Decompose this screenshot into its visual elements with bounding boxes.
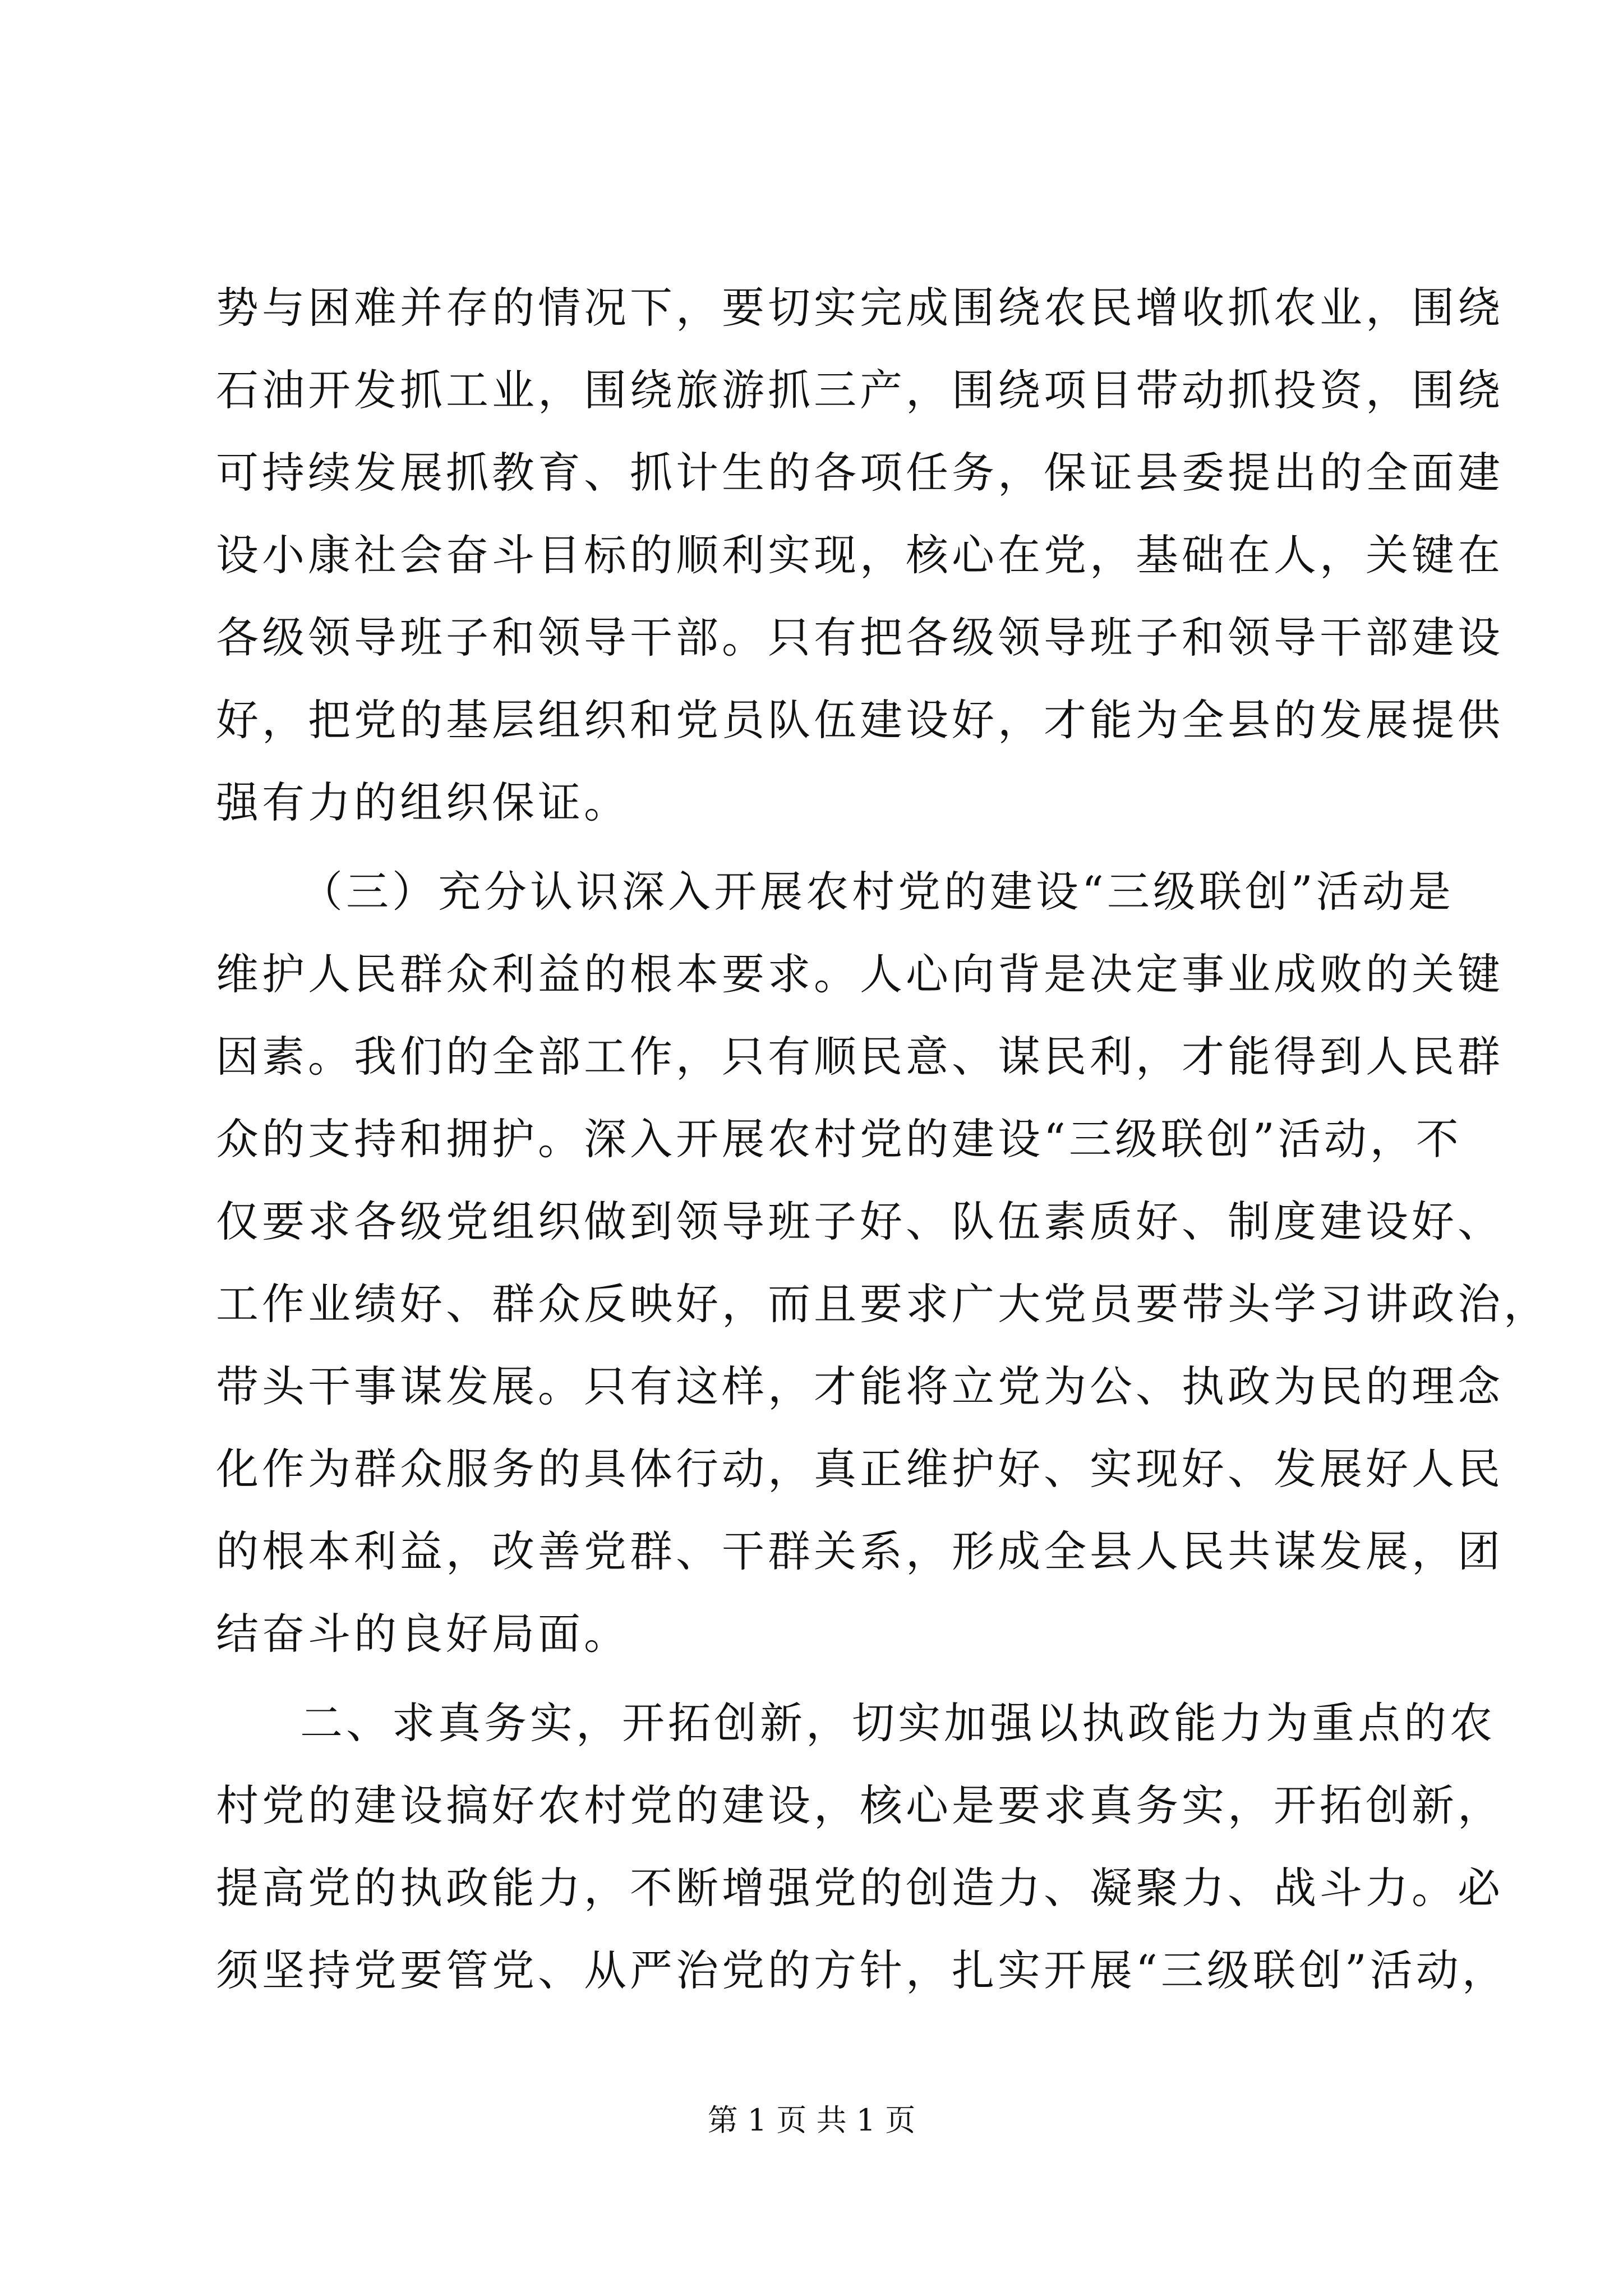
text-line: 化作为群众服务的具体行动，真正维护好、实现好、发展好人民	[216, 1444, 1504, 1494]
text-line: 提高党的执政能力，不断增强党的创造力、凝聚力、战斗力。必	[216, 1863, 1504, 1913]
paragraph	[216, 850, 1550, 1675]
paragraph	[216, 1682, 1508, 2012]
document-body	[216, 266, 1550, 2012]
text-line: 众的支持和拥护。深入开展农村党的建设“三级联创”活动，不	[216, 1114, 1462, 1164]
paragraph	[216, 266, 1504, 844]
text-line: 设小康社会奋斗目标的顺利实现，核心在党，基础在人，关键在	[216, 530, 1504, 580]
text-line: 各级领导班子和领导干部。只有把各级领导班子和领导干部建设	[216, 613, 1504, 662]
text-line: 维护人民群众利益的根本要求。人心向背是决定事业成败的关键	[216, 949, 1504, 999]
text-line: 工作业绩好、群众反映好，而且要求广大党员要带头学习讲政治，	[216, 1279, 1550, 1329]
text-line: 因素。我们的全部工作，只有顺民意、谋民利，才能得到人民群	[216, 1032, 1504, 1082]
text-line: 带头干事谋发展。只有这样，才能将立党为公、执政为民的理念	[216, 1361, 1504, 1411]
text-line: 村党的建设搞好农村党的建设，核心是要求真务实，开拓创新，	[216, 1780, 1504, 1830]
text-line: 仅要求各级党组织做到领导班子好、队伍素质好、制度建设好、	[216, 1197, 1504, 1246]
text-line: 势与困难并存的情况下，要切实完成围绕农民增收抓农业，围绕	[216, 283, 1504, 333]
text-line: 二、求真务实，开拓创新，切实加强以执政能力为重点的农	[300, 1698, 1496, 1748]
text-line: 强有力的组织保证。	[216, 777, 630, 827]
page-footer: 第 1 页 共 1 页	[707, 2102, 916, 2138]
paragraph-gap	[216, 1675, 1416, 1682]
text-line: 石油开发抓工业，围绕旅游抓三产，围绕项目带动抓投资，围绕	[216, 365, 1504, 415]
text-line: （三）充分认识深入开展农村党的建设“三级联创”活动是	[300, 867, 1454, 917]
text-line: 好，把党的基层组织和党员队伍建设好，才能为全县的发展提供	[216, 695, 1504, 745]
paragraph-gap	[216, 844, 1416, 850]
text-line: 须坚持党要管党、从严治党的方针，扎实开展“三级联创”活动，	[216, 1945, 1508, 1995]
text-line: 结奋斗的良好局面。	[216, 1609, 630, 1659]
text-line: 可持续发展抓教育、抓计生的各项任务，保证县委提出的全面建	[216, 448, 1504, 498]
text-line: 的根本利益，改善党群、干群关系，形成全县人民共谋发展，团	[216, 1526, 1504, 1576]
